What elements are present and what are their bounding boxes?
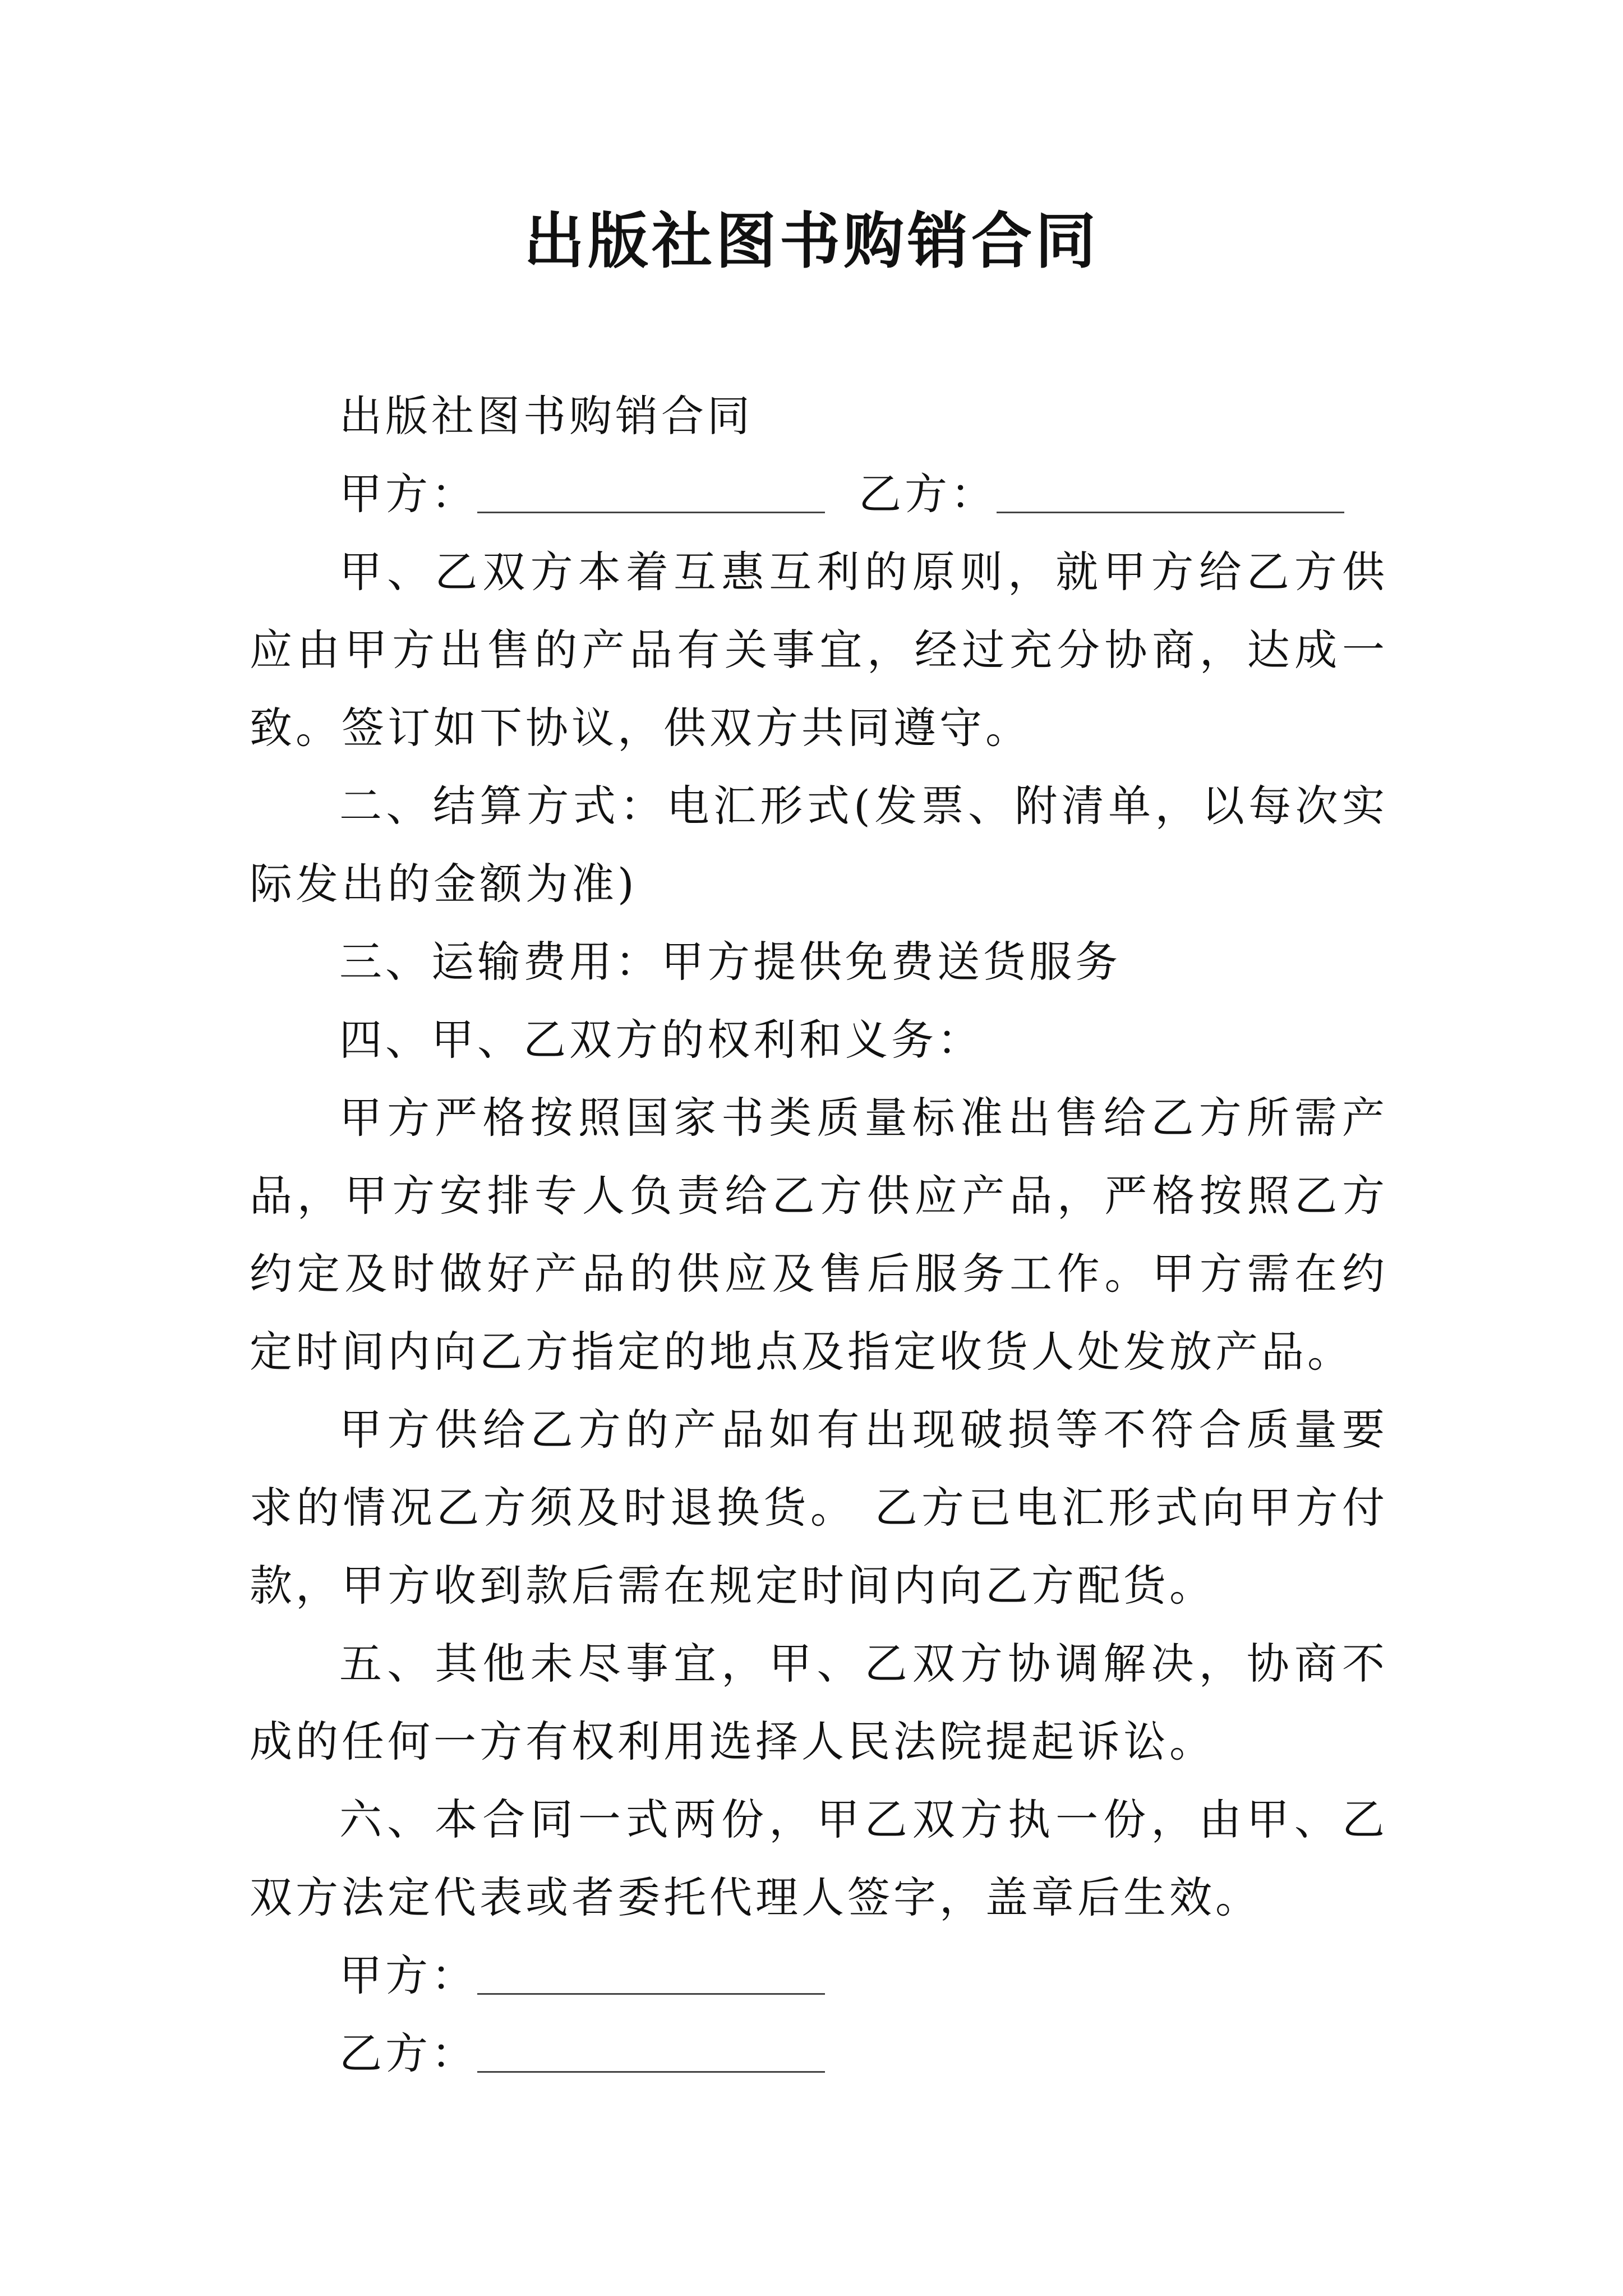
paragraph-settlement: 二、结算方式：电汇形式(发票、附清单，以每次实际发出的金额为准)	[250, 781, 1388, 909]
paragraph-quality-payment: 甲方供给乙方的产品如有出现破损等不符合质量要求的情况乙方须及时退换货。 乙方已电汇形式向甲方付款，甲方收到款后需在规定时间内向乙方配货。	[250, 1405, 1388, 1611]
paragraph-rights-heading: 四、甲、乙双方的权利和义务：	[339, 1015, 983, 1065]
party-b-label: 乙方：	[859, 469, 997, 519]
document-title: 出版社图书购销合同	[523, 206, 1099, 277]
signature-party-b-label: 乙方：	[339, 2028, 477, 2078]
signature-party-a	[250, 1936, 1388, 2014]
document-subtitle: 出版社图书购销合同	[339, 391, 753, 441]
party-a-blank	[477, 467, 825, 513]
paragraph-party-a-duties: 甲方严格按照国家书类质量标准出售给乙方所需产品，甲方安排专人负责给乙方供应产品，严格按照乙方约定及时做好产品的供应及售后服务工作。甲方需在约定时间内向乙方指定的地点及指定收货人处发放产品。	[250, 1093, 1388, 1377]
document-body	[250, 377, 1388, 2092]
paragraph-disputes: 五、其他未尽事宜，甲、乙双方协调解决，协商不成的任何一方有权利用选择人民法院提起诉讼。	[250, 1639, 1388, 1766]
signature-party-b-blank	[477, 2026, 825, 2073]
party-b-blank	[997, 467, 1344, 513]
paragraph-copies: 六、本合同一式两份，甲乙双方执一份，由甲、乙双方法定代表或者委托代理人签字，盖章后生效。	[250, 1795, 1388, 1922]
party-a-label: 甲方：	[339, 469, 477, 519]
paragraph-transport: 三、运输费用：甲方提供免费送货服务	[339, 937, 1121, 987]
signature-party-a-blank	[477, 1948, 825, 1995]
paragraph-intro: 甲、乙双方本着互惠互利的原则，就甲方给乙方供应由甲方出售的产品有关事宜，经过充分协商，达成一致。签订如下协议，供双方共同遵守。	[250, 547, 1388, 753]
signature-party-a-label: 甲方：	[339, 1950, 477, 2000]
parties-line	[250, 455, 1388, 533]
signature-party-b	[250, 2014, 1388, 2092]
